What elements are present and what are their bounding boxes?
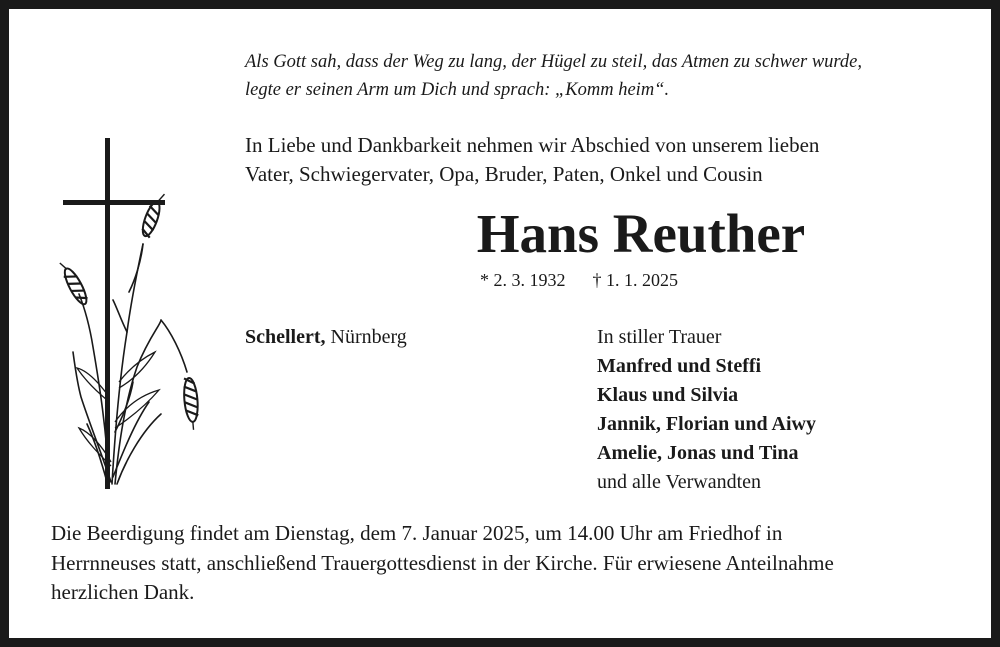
funeral-details [51,519,971,608]
deceased-name: Hans Reuther [476,203,806,264]
intro-line-1: In Liebe und Dankbarkeit nehmen wir Abschied von unserem lieben [245,133,820,157]
mourners-heading: In stiller Trauer [597,326,722,348]
opening-quote [245,48,965,104]
mourners-closing: und alle Verwandten [597,471,762,493]
intro-text [245,131,965,189]
residence-town: Schellert, [245,326,326,348]
residence [245,323,407,352]
funeral-line-1: Die Beerdigung findet am Dienstag, dem 7. Januar 2025, um 14.00 Uhr am Friedhof in [51,521,783,545]
funeral-line-2: Herrnneuses statt, anschließend Trauergottesdienst in der Kirche. Für erwiesene Anteilnahme [51,550,834,575]
mourner-names: Manfred und Steffi [597,355,762,377]
death-date: † 1. 1. 2025 [592,270,678,290]
mourner-names: Amelie, Jonas und Tina [597,442,799,464]
mourner-names: Jannik, Florian und Aiwy [597,413,816,435]
birth-date: * 2. 3. 1932 [480,270,566,290]
residence-city: Nürnberg [330,326,407,348]
life-dates [480,267,678,293]
funeral-line-3: herzlichen Dank. [51,580,195,604]
quote-line-1: Als Gott sah, dass der Weg zu lang, der Hügel zu steil, das Atmen zu schwer wurde, [245,52,863,72]
mourner-names: Klaus und Silvia [597,384,739,406]
quote-line-2: legte er seinen Arm um Dich und sprach: „Komm heim“. [245,80,670,100]
cross-with-wheat-icon [49,132,219,497]
mourners-list [597,323,816,497]
intro-line-2: Vater, Schwiegervater, Opa, Bruder, Paten, Onkel und Cousin [245,162,763,186]
